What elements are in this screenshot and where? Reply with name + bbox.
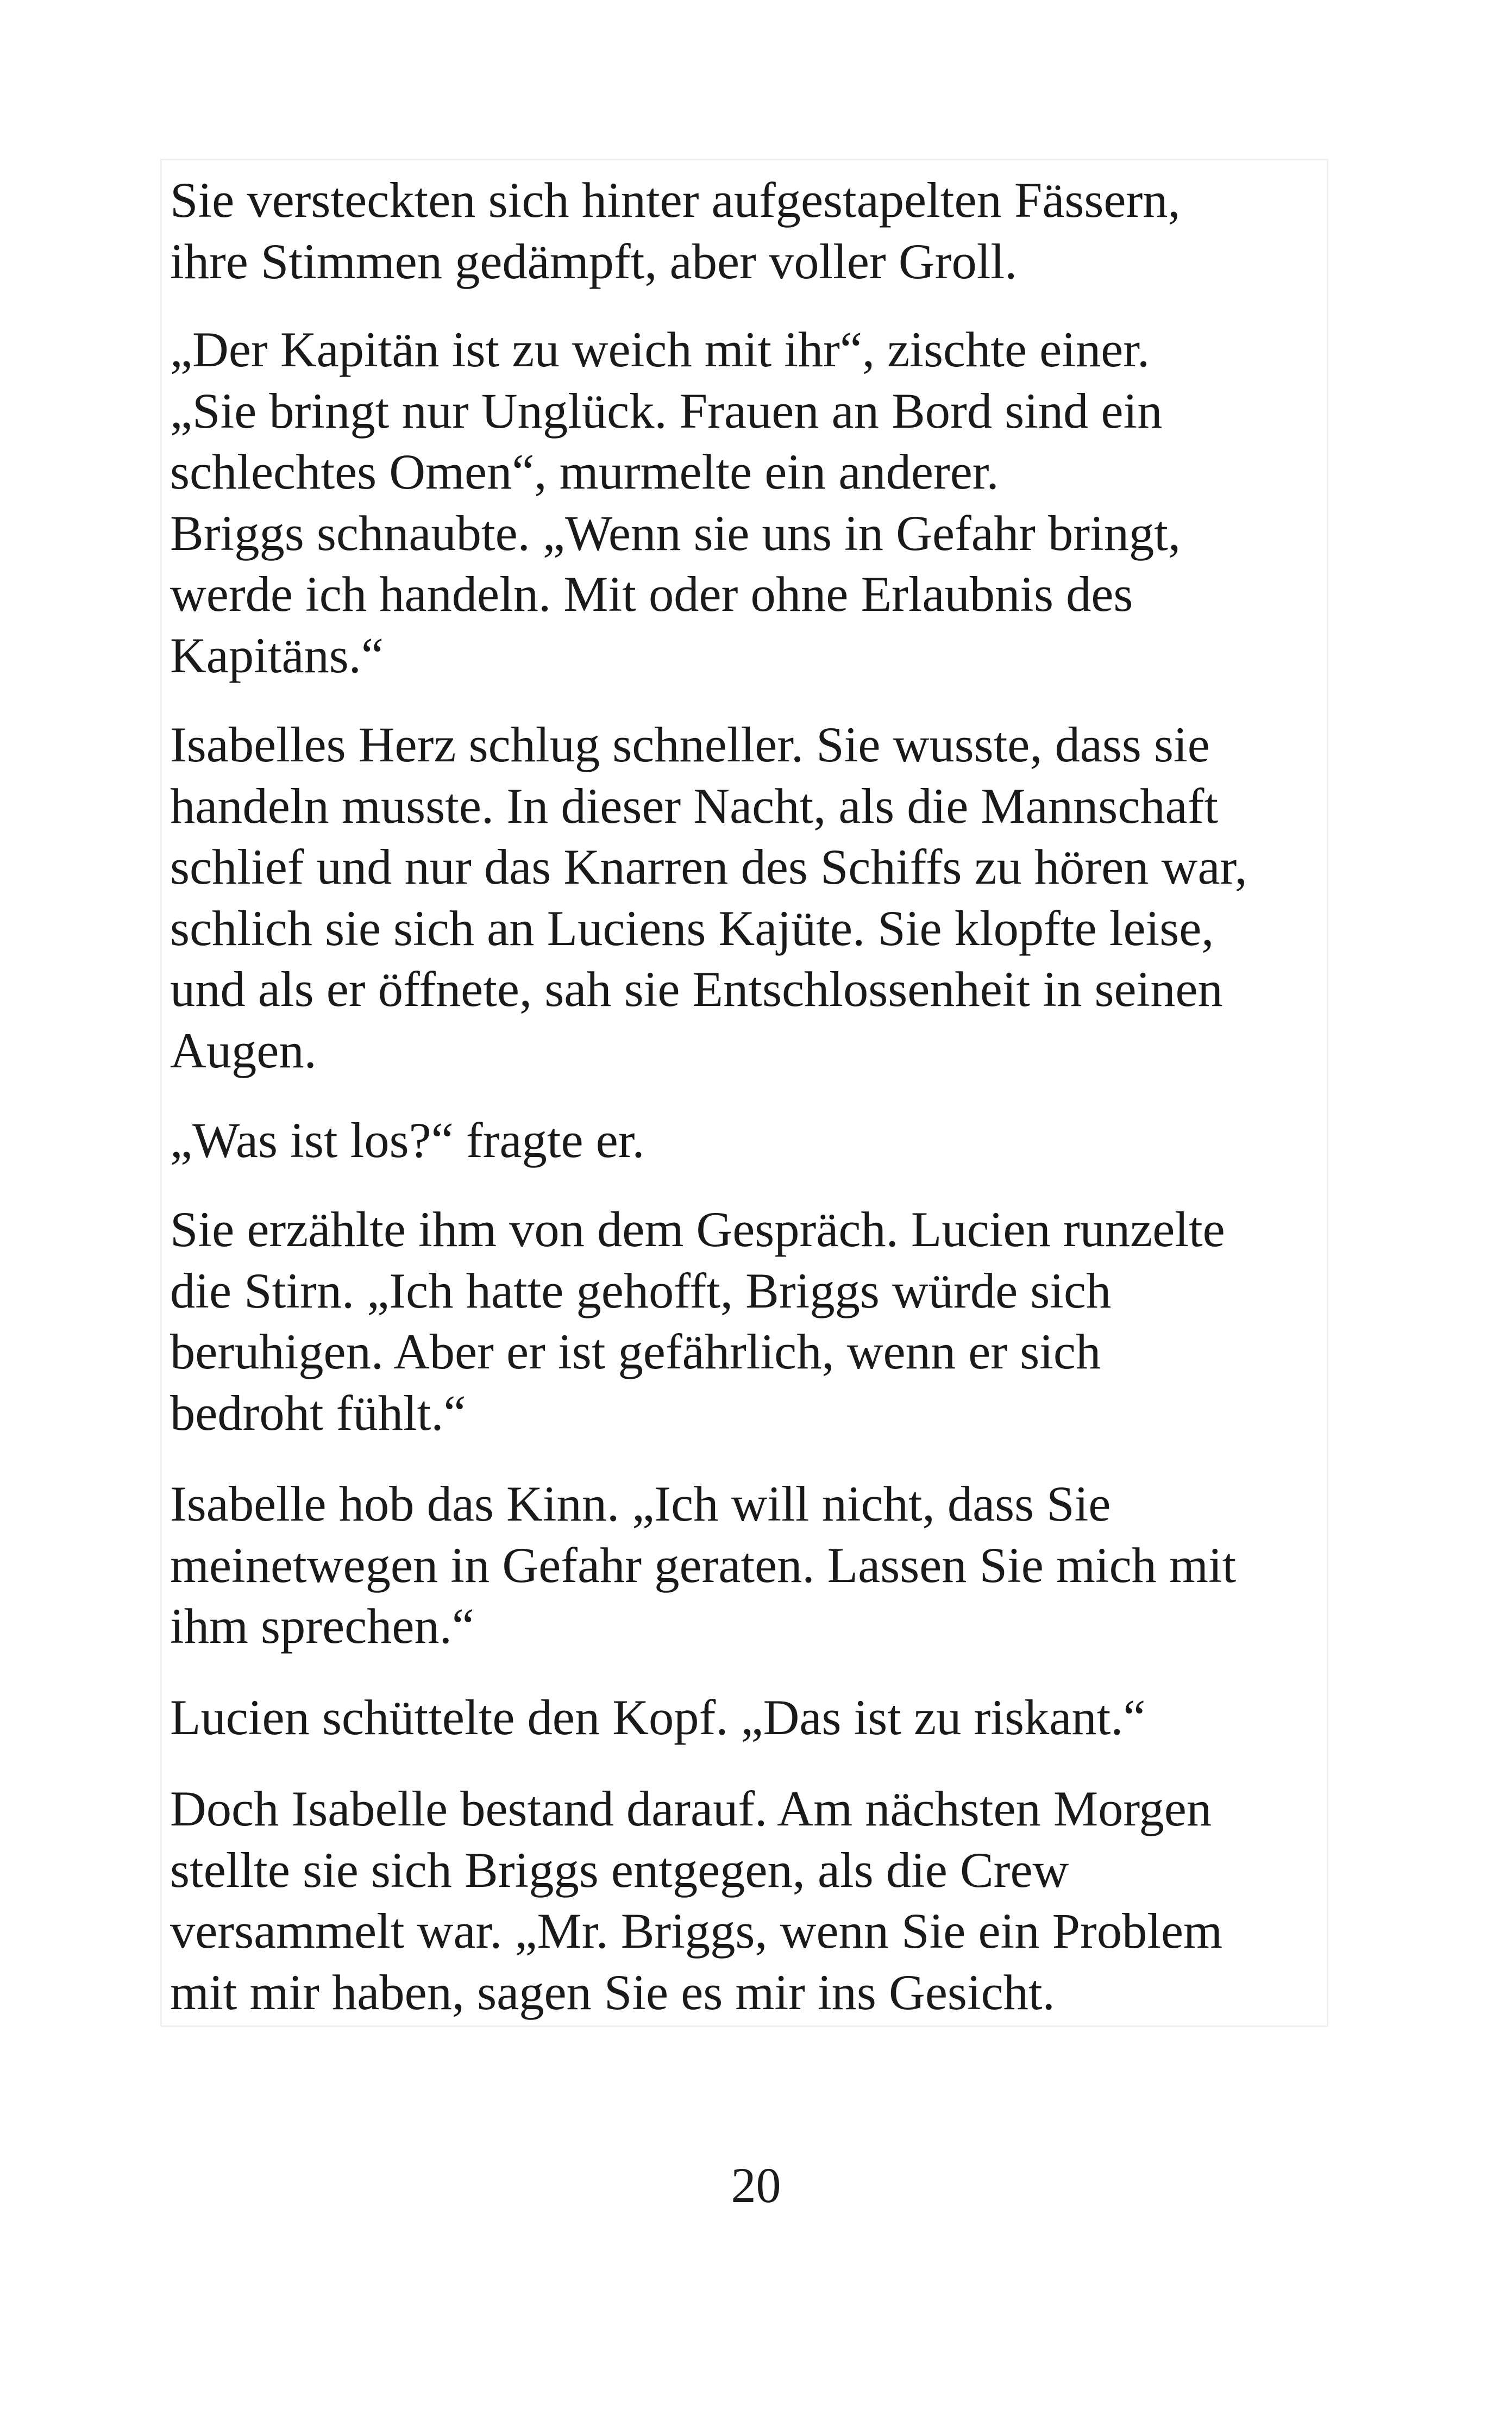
- text-line: „Sie bringt nur Unglück. Frauen an Bord sind ein: [170, 383, 1163, 439]
- text-line: Kapitäns.“: [170, 628, 384, 684]
- paragraph: [170, 320, 1181, 686]
- text-line: mit mir haben, sagen Sie es mir ins Gesicht.: [170, 1965, 1055, 2021]
- text-line: Augen.: [170, 1023, 317, 1079]
- paragraph: [170, 1779, 1222, 2023]
- text-line: versammelt war. „Mr. Briggs, wenn Sie ein Problem: [170, 1904, 1223, 1959]
- text-line: Isabelle hob das Kinn. „Ich will nicht, dass Sie: [170, 1477, 1111, 1532]
- text-line: werde ich handeln. Mit oder ohne Erlaubnis des: [170, 567, 1133, 622]
- text-line: Isabelles Herz schlug schneller. Sie wusste, dass sie: [170, 717, 1210, 773]
- text-line: ihre Stimmen gedämpft, aber voller Groll.: [170, 234, 1018, 290]
- text-line: die Stirn. „Ich hatte gehofft, Briggs würde sich: [170, 1263, 1112, 1319]
- text-line: „Was ist los?“ fragte er.: [170, 1113, 645, 1168]
- text-line: schlief und nur das Knarren des Schiffs zu hören war,: [170, 840, 1247, 895]
- text-line: Doch Isabelle bestand darauf. Am nächsten Morgen: [170, 1781, 1212, 1837]
- paragraph: [170, 715, 1247, 1081]
- text-line: meinetwegen in Gefahr geraten. Lassen Sie mich mit: [170, 1537, 1237, 1593]
- text-line: bedroht fühlt.“: [170, 1385, 466, 1441]
- paragraph: [170, 170, 1181, 292]
- text-line: schlich sie sich an Luciens Kajüte. Sie klopfte leise,: [170, 900, 1214, 956]
- text-line: und als er öffnete, sah sie Entschlossenheit in seinen: [170, 962, 1223, 1017]
- text-line: Lucien schüttelte den Kopf. „Das ist zu riskant.“: [170, 1690, 1146, 1746]
- paragraph: [170, 1687, 1146, 1749]
- text-frame: [160, 159, 1328, 2027]
- paragraph: [170, 1474, 1236, 1658]
- paragraph: [170, 1199, 1225, 1444]
- page-number: 20: [731, 2157, 781, 2213]
- text-line: stellte sie sich Briggs entgegen, als die Crew: [170, 1842, 1069, 1898]
- text-line: Sie erzählte ihm von dem Gespräch. Lucien runzelte: [170, 1202, 1225, 1258]
- text-line: schlechtes Omen“, murmelte ein anderer.: [170, 445, 999, 500]
- paragraph: [170, 1110, 645, 1172]
- text-line: Sie versteckten sich hinter aufgestapelten Fässern,: [170, 173, 1181, 228]
- text-line: Briggs schnaubte. „Wenn sie uns in Gefahr bringt,: [170, 505, 1181, 561]
- text-line: handeln musste. In dieser Nacht, als die Mannschaft: [170, 778, 1219, 834]
- text-line: ihm sprechen.“: [170, 1599, 474, 1654]
- text-line: „Der Kapitän ist zu weich mit ihr“, zischte einer.: [170, 322, 1150, 378]
- text-line: beruhigen. Aber er ist gefährlich, wenn er sich: [170, 1324, 1101, 1380]
